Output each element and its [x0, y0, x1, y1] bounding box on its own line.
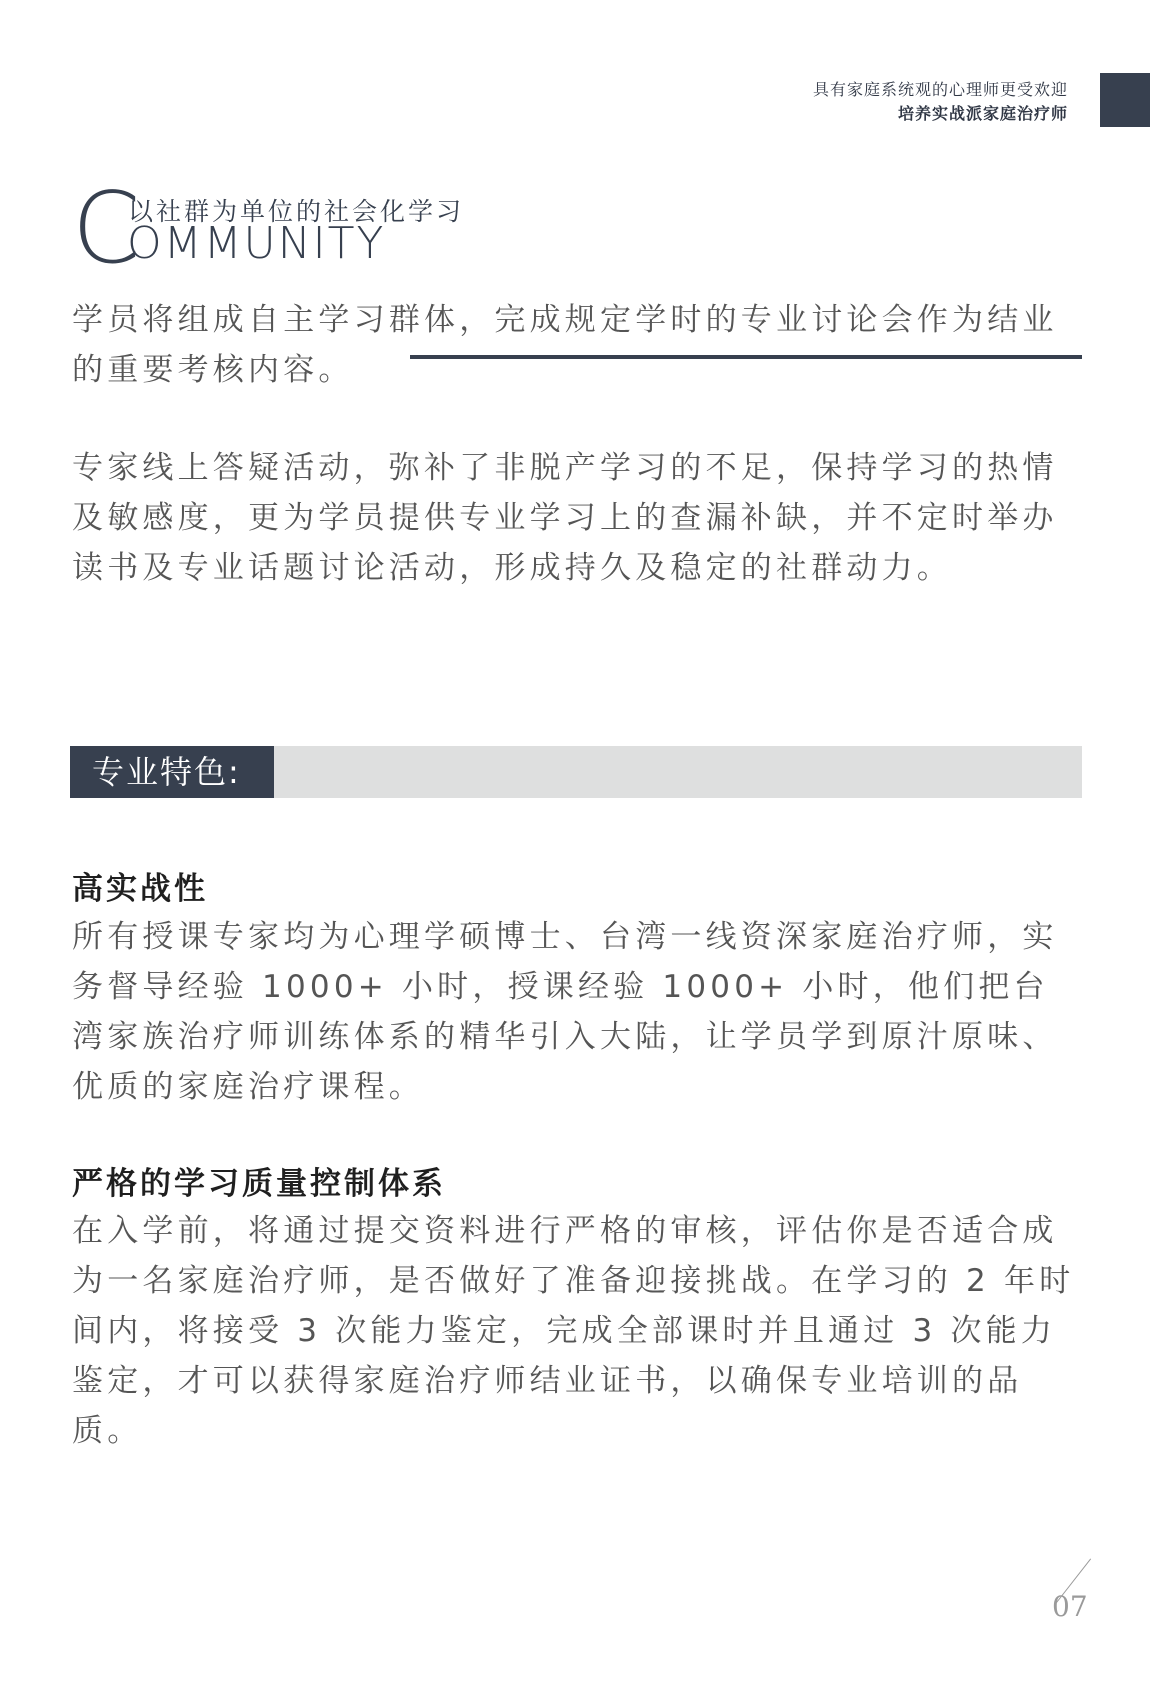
section-title-cn: 以社群为单位的社会化学习	[128, 197, 465, 226]
big-initial-letter: C	[72, 172, 141, 286]
divider-line	[410, 355, 1082, 359]
section-heading	[72, 172, 572, 286]
section-title-en: OMMUNITY	[127, 218, 386, 269]
header-subtitle: 具有家庭系统观的心理师更受欢迎	[812, 80, 1068, 99]
feature-title-practical: 高实战性	[72, 871, 208, 907]
feature-text-quality: 在入学前，将通过提交资料进行严格的审核，评估你是否适合成为一名家庭治疗师，是否做好了准备迎接挑战。在学习的 2 年时间内，将接受 3 次能力鉴定，完成全部课时并且通过 3 次能力鉴定，才可以获得家庭治疗师结业证书，以确保专业培训的品质。	[72, 1213, 1075, 1449]
paragraph-community-2: 专家线上答疑活动，弥补了非脱产学习的不足，保持学习的热情及敏感度，更为学员提供专业学习上的查漏补缺，并不定时举办读书及专业话题讨论活动，形成持久及稳定的社群动力。	[72, 450, 1058, 586]
page-number: 07	[1052, 1590, 1088, 1623]
corner-block	[1100, 73, 1150, 127]
paragraph-community-1: 学员将组成自主学习群体，完成规定学时的专业讨论会作为结业的重要考核内容。	[72, 302, 1058, 388]
header-title: 培养实战派家庭治疗师	[897, 104, 1068, 123]
features-label: 专业特色:	[70, 746, 274, 798]
features-banner	[70, 746, 1082, 798]
feature-title-quality: 严格的学习质量控制体系	[72, 1166, 446, 1202]
page-header	[813, 78, 1068, 126]
feature-text-practical: 所有授课专家均为心理学硕博士、台湾一线资深家庭治疗师，实务督导经验 1000+ 小时，授课经验 1000+ 小时，他们把台湾家族治疗师训练体系的精华引入大陆，让学员学到原汁原味、优质的家庭治疗课程。	[72, 919, 1058, 1105]
